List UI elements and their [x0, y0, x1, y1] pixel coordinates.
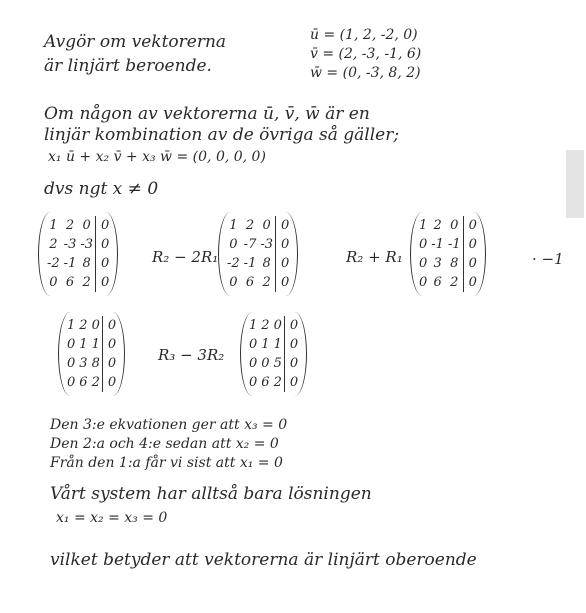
matrix-entry: 0	[261, 356, 270, 371]
conclusion-line-2: Den 2:a och 4:e sedan att x₂ = 0	[50, 436, 279, 452]
row-operation-1: R₂ − 2R₁	[152, 248, 219, 266]
matrix-entry: 0	[91, 318, 100, 333]
matrix-entry: -3	[63, 237, 77, 252]
matrix-entry: 0	[67, 356, 76, 371]
matrix-entry: 0	[96, 273, 112, 292]
matrix-entry: 0	[284, 354, 300, 373]
matrix-entry: 1	[229, 218, 238, 233]
conclusion-line-4: Vårt system har alltså bara lösningen	[50, 484, 372, 504]
matrix-entry: 1	[67, 318, 76, 333]
matrix-entry: 2	[273, 375, 282, 390]
matrix-entry: 0	[249, 375, 258, 390]
matrix-3	[410, 212, 486, 296]
matrix-entry: 0	[249, 356, 258, 371]
matrix-entry: 2	[49, 237, 58, 252]
matrix-entry: -1	[447, 237, 461, 252]
matrix-entry: 8	[91, 356, 100, 371]
matrix-entry: 2	[82, 275, 91, 290]
matrix-entry: 0	[273, 318, 282, 333]
matrix-entry: 6	[261, 375, 270, 390]
matrix-entry: 1	[249, 318, 258, 333]
matrix-entry: 0	[67, 375, 76, 390]
matrix-entry: 0	[463, 273, 479, 292]
matrix-entry: -1	[243, 256, 257, 271]
matrix-entry: 8	[262, 256, 271, 271]
matrix-entry: 6	[79, 375, 88, 390]
faint-stamp-mark	[566, 150, 584, 218]
reasoning-line-1: Om någon av vektorerna ū, v̄, w̄ är en	[44, 104, 370, 124]
matrix-entry: 0	[96, 216, 112, 235]
matrix-entry: 0	[229, 237, 238, 252]
matrix-entry: 8	[450, 256, 459, 271]
matrix-entry: 5	[273, 356, 282, 371]
matrix-entry: -3	[80, 237, 94, 252]
matrix-entry: 0	[102, 316, 118, 335]
problem-line-2: är linjärt beroende.	[44, 56, 212, 76]
matrix-entry: 0	[229, 275, 238, 290]
matrix-entry: 0	[284, 335, 300, 354]
matrix-entry: 1	[91, 337, 100, 352]
matrix-entry: 0	[419, 275, 428, 290]
matrix-entry: 2	[450, 275, 459, 290]
matrix-2	[218, 212, 298, 296]
matrix-entry: 2	[91, 375, 100, 390]
matrix-entry: 0	[96, 254, 112, 273]
matrix-entry: 0	[463, 235, 479, 254]
matrix-entry: 0	[82, 218, 91, 233]
nontrivial-condition: dvs ngt x ≠ 0	[44, 179, 159, 199]
matrix-entry: -3	[260, 237, 274, 252]
matrix-5	[240, 312, 307, 396]
matrix-entry: 0	[463, 254, 479, 273]
matrix-entry: 8	[82, 256, 91, 271]
matrix-entry: 0	[102, 354, 118, 373]
matrix-entry: 0	[276, 216, 292, 235]
matrix-entry: 0	[67, 337, 76, 352]
matrix-entry: 1	[419, 218, 428, 233]
matrix-entry: 3	[433, 256, 442, 271]
reasoning-line-2: linjär kombination av de övriga så gäller;	[44, 125, 400, 145]
row-operation-4: R₃ − 3R₂	[158, 346, 225, 364]
matrix-entry: 6	[245, 275, 255, 290]
matrix-entry: 0	[102, 335, 118, 354]
linear-combination-equation: x₁ ū + x₂ v̄ + x₃ w̄ = (0, 0, 0, 0)	[48, 149, 266, 165]
solution-equation: x₁ = x₂ = x₃ = 0	[56, 510, 168, 526]
matrix-entry: 2	[262, 275, 271, 290]
matrix-entry: 1	[261, 337, 270, 352]
matrix-entry: 0	[284, 316, 300, 335]
matrix-entry: 2	[261, 318, 270, 333]
matrix-entry: 0	[419, 256, 428, 271]
vector-w: w̄ = (0, -3, 8, 2)	[310, 65, 421, 81]
matrix-entry: 0	[102, 373, 118, 392]
matrix-entry: 1	[79, 337, 88, 352]
matrix-entry: -7	[243, 237, 257, 252]
matrix-entry: 2	[65, 218, 75, 233]
matrix-entry: 2	[79, 318, 88, 333]
problem-line-1: Avgör om vektorerna	[44, 32, 227, 52]
matrix-entry: -1	[63, 256, 77, 271]
matrix-entry: 0	[96, 235, 112, 254]
matrix-entry: 6	[433, 275, 442, 290]
vector-u: ū = (1, 2, -2, 0)	[310, 27, 418, 43]
matrix-entry: -2	[47, 256, 60, 271]
conclusion-line-6: vilket betyder att vektorerna är linjärt oberoende	[50, 550, 477, 570]
matrix-entry: 0	[276, 273, 292, 292]
conclusion-line-1: Den 3:e ekvationen ger att x₃ = 0	[50, 417, 288, 433]
matrix-4	[58, 312, 125, 396]
matrix-entry: 0	[276, 254, 292, 273]
matrix-entry: -2	[227, 256, 240, 271]
matrix-entry: 0	[450, 218, 459, 233]
matrix-entry: 1	[273, 337, 282, 352]
conclusion-line-3: Från den 1:a får vi sist att x₁ = 0	[50, 455, 283, 471]
matrix-entry: -1	[431, 237, 444, 252]
matrix-entry: 0	[276, 235, 292, 254]
matrix-entry: 0	[262, 218, 271, 233]
row-operation-3: · −1	[532, 250, 564, 268]
matrix-entry: 3	[79, 356, 88, 371]
matrix-entry: 0	[419, 237, 428, 252]
matrix-entry: 2	[433, 218, 442, 233]
matrix-entry: 0	[463, 216, 479, 235]
matrix-entry: 6	[65, 275, 75, 290]
row-operation-2: R₂ + R₁	[346, 248, 403, 266]
matrix-entry: 0	[49, 275, 58, 290]
matrix-entry: 2	[245, 218, 255, 233]
matrix-entry: 1	[49, 218, 58, 233]
matrix-entry: 0	[284, 373, 300, 392]
vector-v: v̄ = (2, -3, -1, 6)	[310, 46, 422, 62]
matrix-1	[38, 212, 118, 296]
matrix-entry: 0	[249, 337, 258, 352]
